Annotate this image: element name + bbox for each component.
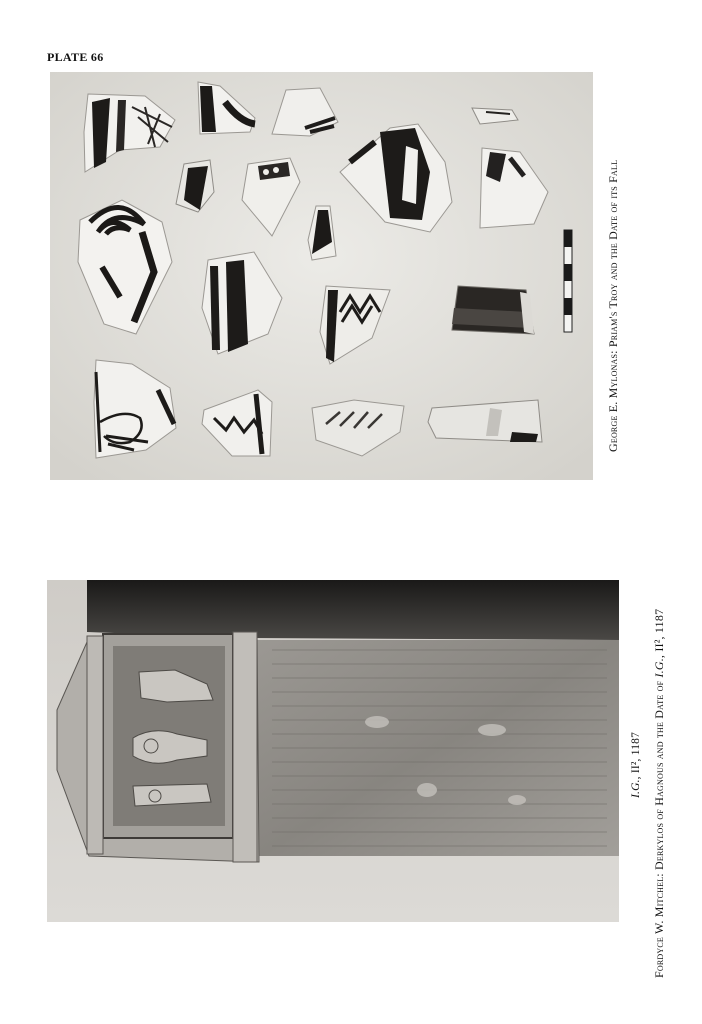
sherds-caption: George E. Mylonas: Priam's Troy and the Date of its Fall	[606, 159, 620, 452]
plate-number: PLATE 66	[47, 50, 104, 64]
sherds-image	[50, 72, 593, 480]
scale-bar	[564, 230, 572, 332]
ig-abbrev: I.G.	[630, 779, 642, 798]
stele-caption-ig: I.G.	[652, 658, 666, 678]
inscription-reference	[630, 732, 642, 798]
stele-caption	[652, 609, 667, 978]
ig-number: , II², 1187	[630, 731, 642, 780]
sherd-13	[452, 286, 534, 334]
stele-image	[47, 580, 619, 922]
pottery-sherds-photo	[50, 72, 593, 480]
stele-caption-number: , II², 1187	[652, 608, 666, 659]
stele-relief-photo	[47, 580, 619, 922]
stele-caption-text: Fordyce W. Mitchel: Derkylos of Hagnous and the Date of	[652, 677, 666, 978]
